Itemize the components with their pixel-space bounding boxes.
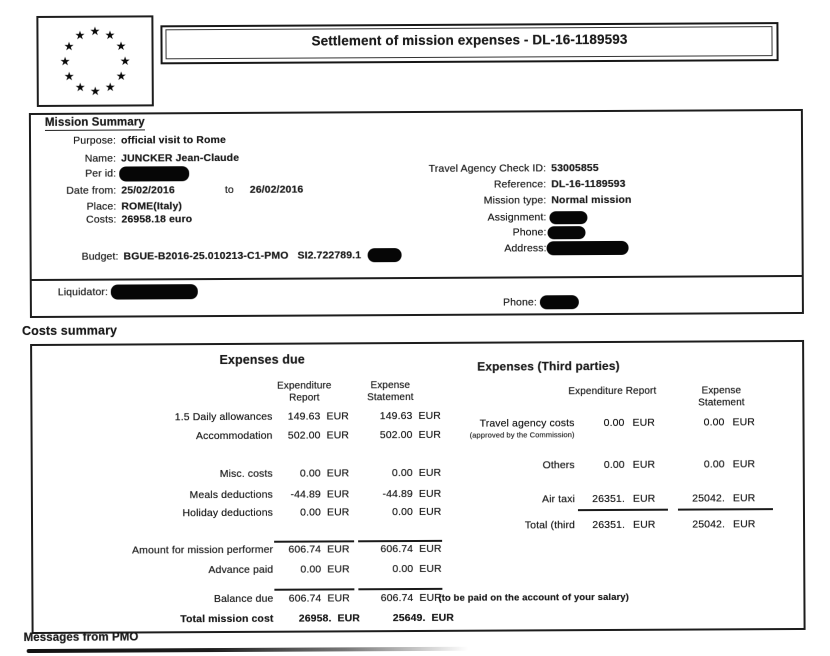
redaction-bar [111, 284, 198, 299]
row-label: Misc. costs [219, 467, 273, 481]
redaction-bar [549, 211, 587, 224]
liquidator-row [58, 284, 198, 300]
budget-label: Budget: [81, 250, 119, 263]
costs-row [31, 213, 192, 227]
report-value: 26958. [298, 612, 332, 625]
report-value: -44.89 [290, 488, 321, 501]
currency-label: EUR [419, 591, 442, 604]
currency-label: EUR [418, 505, 442, 518]
per-id-label: Per id: [85, 167, 117, 181]
address-label: Address: [504, 242, 547, 255]
name-value: JUNCKER Jean-Claude [121, 151, 240, 165]
report-value: 0.00 [300, 506, 322, 519]
row-label: Total mission cost [180, 612, 274, 626]
costs-value: 26958.18 euro [121, 213, 193, 226]
reference-row [421, 178, 625, 192]
mission-summary-heading: Mission Summary [44, 116, 145, 129]
row-label: Advance paid [208, 563, 274, 577]
liquidator-phone-row [472, 295, 579, 310]
eu-star-icon: ★ [115, 38, 127, 53]
liquidator-box [30, 275, 804, 318]
report-value: 502.00 [287, 429, 321, 442]
table-rule [358, 588, 442, 590]
currency-label: EUR [419, 542, 442, 555]
next-section-border [27, 647, 482, 653]
mission-summary-box [29, 109, 804, 281]
assignment-row [421, 211, 587, 225]
expense-statement-column-header: Expense Statement [367, 380, 414, 404]
currency-label: EUR [326, 429, 350, 442]
eu-star-icon: ★ [74, 27, 86, 42]
eu-star-icon: ★ [89, 83, 101, 98]
document-title: Settlement of mission expenses - DL-16-1189593 [311, 31, 628, 49]
place-value: ROME(Italy) [121, 200, 183, 213]
currency-label: EUR [633, 518, 656, 531]
report-value: 0.00 [300, 563, 322, 576]
redaction-bar [540, 295, 579, 309]
travel-agency-note: (approved by the Commission) [469, 430, 575, 440]
mission-type-label: Mission type: [483, 194, 547, 207]
report-value: 0.00 [603, 416, 625, 430]
budget-si-value: SI2.722789.1 [297, 249, 362, 262]
table-rule [274, 588, 354, 590]
eu-star-icon: ★ [89, 23, 101, 38]
report-value: 606.74 [288, 592, 322, 605]
currency-label: EUR [418, 409, 441, 422]
budget-row [82, 248, 402, 264]
expenditure-report-column-header: Expenditure Report [277, 380, 332, 404]
date-to-value: 26/02/2016 [249, 183, 304, 196]
table-rule [274, 540, 354, 542]
mission-type-value: Normal mission [551, 193, 632, 207]
currency-label: EUR [632, 416, 656, 429]
date-from-label: Date from: [66, 184, 117, 197]
purpose-value: official visit to Rome [120, 133, 226, 147]
costs-summary-heading: Costs summary [21, 323, 118, 339]
currency-label: EUR [327, 563, 350, 576]
table-row [33, 561, 803, 579]
currency-label: EUR [431, 611, 455, 624]
statement-value: -44.89 [382, 488, 413, 501]
address-row [422, 241, 629, 256]
eu-star-icon: ★ [104, 79, 116, 94]
table-row-total [33, 610, 803, 628]
row-label: Travel agency costs [479, 417, 575, 430]
currency-label: EUR [337, 612, 361, 625]
eu-star-icon: ★ [59, 53, 71, 68]
check-id-label: Travel Agency Check ID: [428, 162, 547, 175]
place-label: Place: [86, 200, 117, 213]
statement-value: 0.00 [703, 458, 725, 471]
statement-value: 606.74 [380, 592, 414, 605]
check-id-value: 53005855 [551, 162, 599, 175]
expense-statement-column-header: Expense Statement [698, 385, 745, 409]
costs-summary-box [30, 340, 806, 634]
currency-label: EUR [418, 466, 442, 479]
currency-label: EUR [418, 487, 442, 500]
row-label: Amount for mission performer [132, 543, 274, 557]
reference-label: Reference: [493, 178, 547, 191]
row-label: 1.5 Daily allowances [174, 410, 273, 424]
statement-value: 0.00 [703, 416, 725, 429]
per-id-row [31, 166, 189, 182]
currency-label: EUR [632, 492, 656, 505]
row-label: Air taxi [541, 493, 575, 506]
name-label: Name: [84, 152, 117, 165]
eu-star-icon: ★ [115, 68, 127, 83]
reference-value: DL-16-1189593 [551, 177, 626, 191]
liquidator-label: Liquidator: [57, 285, 108, 299]
table-row [33, 590, 803, 608]
table-row-total [33, 518, 803, 536]
expenses-due-heading: Expenses due [219, 352, 305, 368]
purpose-row [31, 134, 226, 148]
currency-label: EUR [732, 458, 756, 471]
statement-value: 502.00 [379, 429, 413, 442]
eu-star-icon: ★ [63, 38, 75, 53]
row-label: Balance due [213, 592, 274, 606]
mission-phone-label: Phone: [512, 226, 547, 239]
table-row [33, 541, 803, 559]
salary-payment-note: (to be paid on the account of your salary) [438, 591, 629, 604]
statement-value: 0.00 [391, 467, 413, 480]
report-value: 0.00 [299, 467, 321, 480]
name-row [31, 152, 239, 166]
mission-type-row [421, 194, 631, 208]
currency-label: EUR [732, 416, 756, 429]
costs-label: Costs: [86, 213, 117, 226]
currency-label: EUR [632, 458, 656, 471]
currency-label: EUR [733, 518, 756, 531]
currency-label: EUR [326, 410, 349, 423]
row-label: Accommodation [195, 429, 273, 443]
currency-label: EUR [327, 543, 350, 556]
statement-value: 0.00 [392, 506, 414, 519]
budget-value: BGUE-B2016-25.010213-C1-PMO [123, 249, 289, 263]
currency-label: EUR [326, 506, 350, 519]
currency-label: EUR [326, 488, 350, 501]
expenditure-report-column-header: Expenditure Report [568, 385, 657, 398]
statement-value: 0.00 [392, 563, 414, 576]
liquidator-phone-label: Phone: [502, 296, 537, 309]
redaction-bar [367, 248, 401, 262]
expenses-third-parties-heading: Expenses (Third parties) [477, 358, 620, 374]
redaction-bar [547, 226, 585, 239]
document-title-box [160, 22, 778, 64]
report-value: 26351. [592, 518, 626, 532]
currency-label: EUR [327, 592, 350, 605]
eu-star-icon: ★ [119, 53, 131, 68]
currency-label: EUR [419, 562, 442, 575]
report-value: 0.00 [603, 458, 625, 472]
currency-label: EUR [418, 428, 442, 441]
redaction-bar [547, 241, 629, 255]
row-label: Meals deductions [189, 488, 273, 502]
report-value: 26351. [592, 492, 625, 506]
eu-flag-logo [36, 15, 153, 107]
purpose-label: Purpose: [73, 134, 117, 147]
statement-value: 25042. [692, 492, 725, 505]
row-label: Others [542, 459, 575, 472]
statement-value: 25042. [692, 518, 726, 531]
eu-star-icon: ★ [104, 27, 116, 42]
date-to-word: to [224, 183, 234, 196]
mission-phone-row [421, 226, 585, 240]
date-from-value: 25/02/2016 [121, 184, 175, 197]
currency-label: EUR [326, 467, 350, 480]
statement-value: 25649. [392, 611, 426, 625]
statement-value: 149.63 [379, 410, 413, 423]
eu-star-icon: ★ [63, 68, 75, 83]
report-value: 149.63 [287, 410, 321, 423]
eu-star-icon: ★ [74, 79, 86, 94]
assignment-label: Assignment: [487, 211, 547, 224]
redaction-bar [119, 166, 189, 181]
statement-value: 606.74 [380, 543, 414, 556]
date-row [31, 184, 303, 198]
messages-from-pmo-heading: Messages from PMO [23, 631, 139, 645]
place-row [31, 200, 182, 214]
row-label: Holiday deductions [182, 506, 274, 520]
currency-label: EUR [732, 492, 756, 505]
row-label: Total (third [524, 519, 576, 532]
check-id-row [421, 162, 599, 176]
report-value: 606.74 [288, 543, 322, 556]
